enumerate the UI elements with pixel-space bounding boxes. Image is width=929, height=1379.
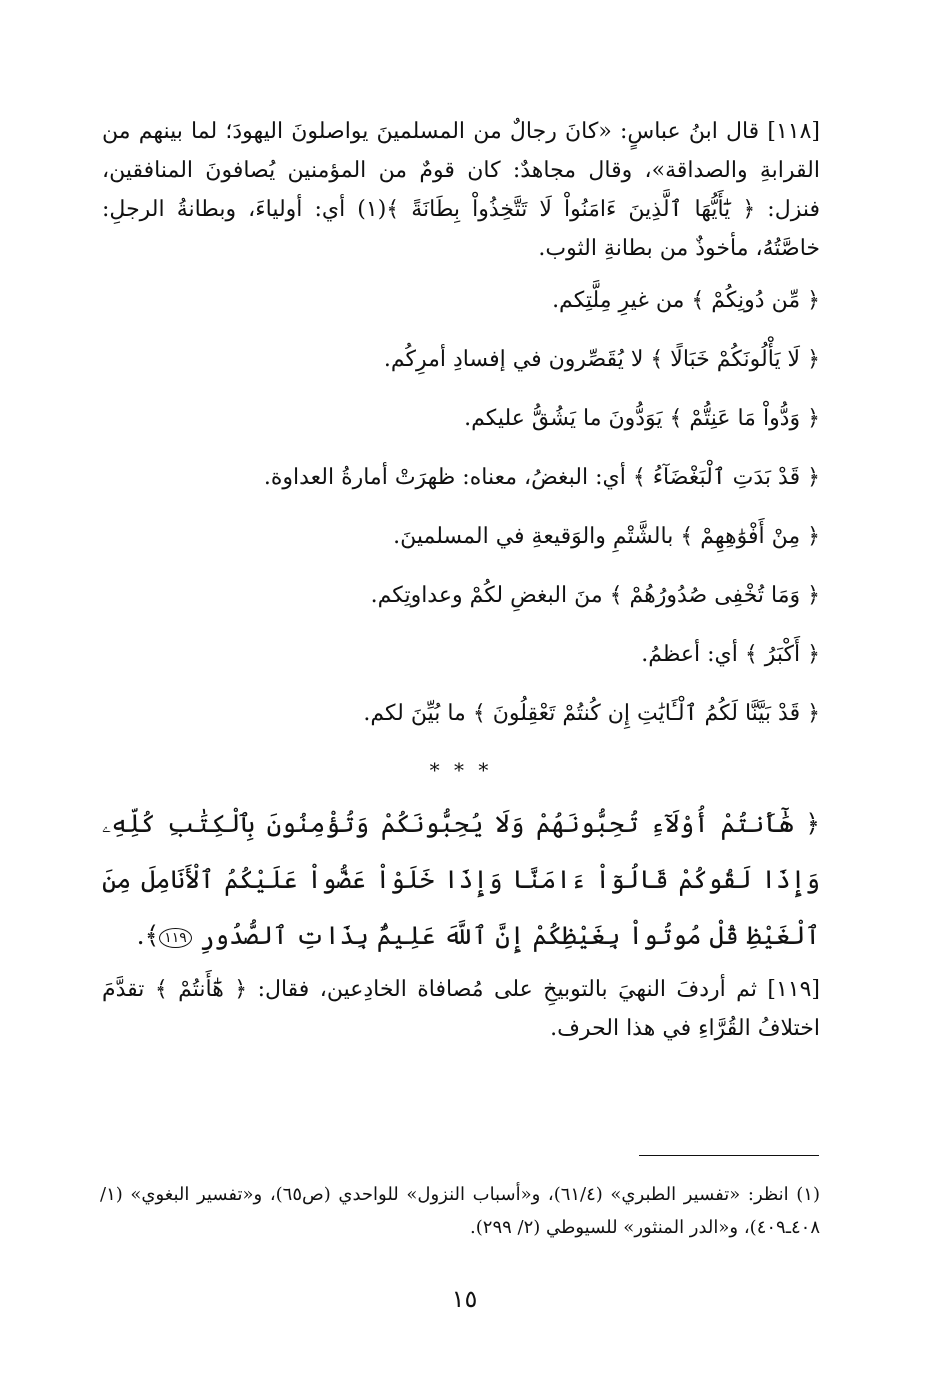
gloss-ayah: ﴿ قَدْ بَدَتِ ٱلْبَغْضَآءُ ﴾ xyxy=(632,465,820,490)
gloss-text: من غيرِ مِلَّتِكم. xyxy=(552,288,692,313)
gloss-item xyxy=(102,581,820,640)
page-number: ١٥ xyxy=(451,1285,478,1313)
gloss-text: أي: البغضُ، معناه: ظهرَتْ أمارةُ العداوة. xyxy=(263,465,633,490)
gloss-item xyxy=(102,463,820,522)
gloss-item xyxy=(102,640,820,699)
footnote: (١) انظر: «تفسير الطبري» (٦١/٤)، و«أسباب النزول» للواحدي (ص٦٥)، و«تفسير البغوي» (١/ ٤٠٨ـ٤٠٩)، و«الدر المنثور» للسيوطي (٢/ ٢٩٩). xyxy=(100,1184,820,1238)
gloss-item xyxy=(102,404,820,463)
gloss-ayah: ﴿ قَدْ بَيَّنَّا لَكُمُ ٱلْـَٔايَٰتِ إِن كُنتُمْ تَعْقِلُونَ ﴾ xyxy=(472,701,820,726)
gloss-text: بالشَّتْمِ والوَقيعةِ في المسلمينَ. xyxy=(393,524,681,549)
paragraph-118: [١١٨] قال ابنُ عباسٍ: «كانَ رجالٌ من المسلمينَ يواصلونَ اليهودَ؛ لما بينهم من القرابةِ والصداقة»، وقال مجاهدٌ: كان قومٌ من المؤمنين يُصافونَ المنافقين، فنزل: ﴿ يَٰٓأَيُّهَا ٱلَّذِينَ ءَامَنُواْ لَا تَتَّخِذُواْ بِطَانَةً ﴾(١) أي: أولياءَ، وبطانةُ الرجلِ: خاصَّتُهُ، مأخوذٌ من بطانةِ الثوب. xyxy=(102,119,820,261)
gloss-ayah: ﴿ أَكْبَرُ ﴾ xyxy=(744,642,820,667)
gloss-item xyxy=(102,345,820,404)
gloss-ayah: ﴿ لَا يَأْلُونَكُمْ خَبَالًا ﴾ xyxy=(650,347,820,372)
section-separator: * * * xyxy=(429,758,493,782)
verse-closing: ﴾. xyxy=(136,921,160,950)
verse-text: ﴿ هَٰٓأَنتُمْ أُوْلَآءِ تُحِبُّونَهُمْ وَلَا يُحِبُّونَكُمْ وَتُؤْمِنُونَ بِٱلْكِتَٰبِ كُلِّهِۦ وَإِذَا لَقُوكُمْ قَالُوٓاْ ءَامَنَّا وَإِذَا خَلَوْاْ عَضُّواْ عَلَيْكُمُ ٱلْأَنَامِلَ مِنَ ٱلْغَيْظِ قُلْ مُوتُواْ بِغَيْظِكُمْ إِنَّ ٱللَّهَ عَلِيمٌۢ بِذَاتِ ٱلصُّدُورِ xyxy=(102,809,820,950)
gloss-ayah: ﴿ مِنْ أَفْوَٰهِهِمْ ﴾ xyxy=(680,524,820,549)
gloss-text: يَوَدُّونَ ما يَشُقُّ عليكم. xyxy=(464,406,670,431)
ayah-number-marker: ١١٩ xyxy=(159,928,192,948)
footnote-divider xyxy=(639,1155,819,1156)
gloss-ayah: ﴿ مِّن دُونِكُمْ ﴾ xyxy=(691,288,820,313)
gloss-ayah: ﴿ وَمَا تُخْفِى صُدُورُهُمْ ﴾ xyxy=(609,583,820,608)
gloss-item xyxy=(102,286,820,345)
gloss-text: منَ البغضِ لكُمْ وعداوتِكم. xyxy=(370,583,610,608)
gloss-text: لا يُقَصِّرون في إفسادِ أمرِكُم. xyxy=(383,347,651,372)
gloss-item xyxy=(102,522,820,581)
glosses-list xyxy=(102,286,820,758)
gloss-text: ما بُيِّنَ لكم. xyxy=(363,701,473,726)
quran-verse xyxy=(102,796,820,964)
page-body xyxy=(102,112,820,1048)
gloss-text: أي: أعظمُ. xyxy=(641,642,745,667)
gloss-ayah: ﴿ وَدُّواْ مَا عَنِتُّمْ ﴾ xyxy=(669,406,820,431)
paragraph-119: [١١٩] ثم أردفَ النهيَ بالتوبيخِ على مُصافاة الخادِعين، فقال: ﴿ هَٰٓأَنتُمْ ﴾ تقدَّمَ اختلافُ القُرَّاءِ في هذا الحرف. xyxy=(102,977,820,1041)
